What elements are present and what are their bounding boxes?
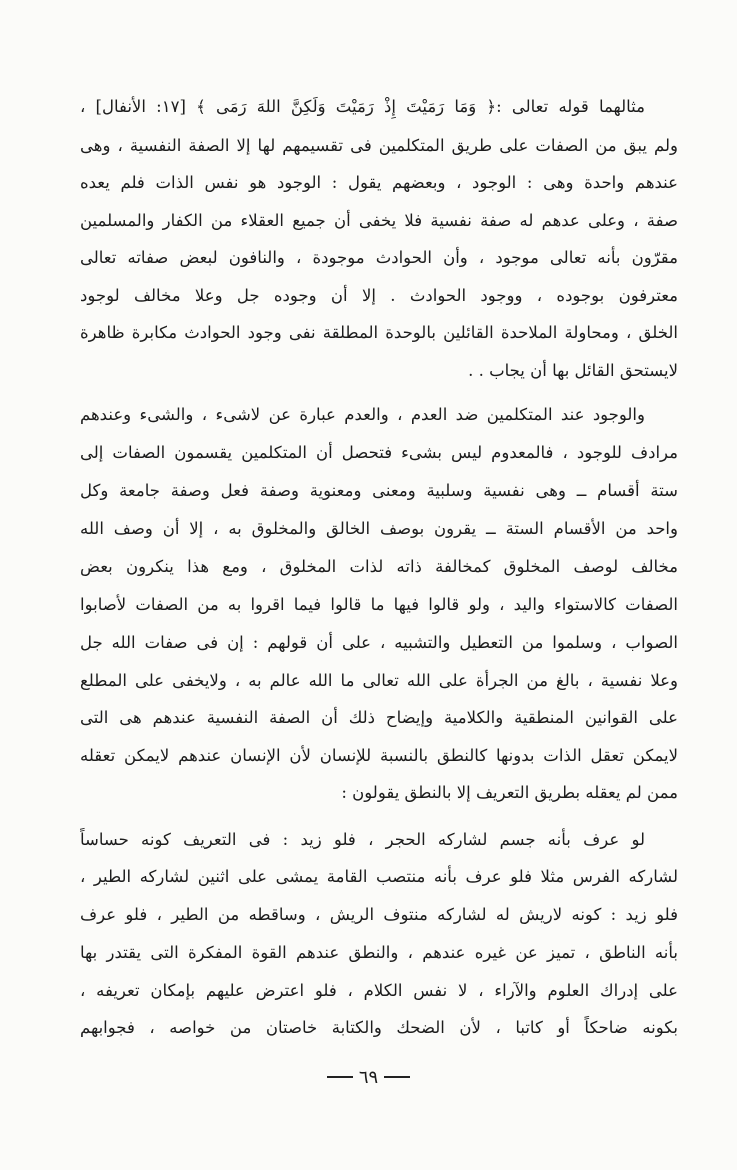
page-number-dash-right xyxy=(384,1076,410,1078)
text-line: عندهم واحدة وهى : الوجود ، وبعضهم يقول : الوجود هو نفس الذات فلم يعده xyxy=(80,173,678,192)
text-line: لشاركه الفرس مثلا فلو عرف بأنه منتصب القامة يمشى على اثنين لشاركه الطير ، xyxy=(80,867,678,886)
text-line: مثالهما قوله تعالى :﴿ وَمَا رَمَيْتَ إِذْ رَمَيْتَ وَلَكِنَّ اللهَ رَمَى ﴾ [١٧: الأنفال] ، xyxy=(80,97,645,116)
text-line: مخالف لوصف المخلوق كمخالفة ذاته لذات المخلوق ، ومع هذا ينكرون بعض xyxy=(80,557,678,576)
text-line: لايمكن تعقل الذات بدونها كالنطق بالنسبة للإنسان لأن الإنسان عندهم لايمكن تعقله xyxy=(80,746,678,765)
text-line: ممن لم يعقله بطريق التعريف إلا بالنطق يقولون : xyxy=(341,783,678,802)
text-line: على إدراك العلوم والآراء ، لا نفس الكلام ، فلو اعترض عليهم بإمكان تعريفه ، xyxy=(80,981,678,1000)
text-line: الصفات كالاستواء واليد ، ولو قالوا فيها ما قالوا فيما اقروا به من الصفات لأصابوا xyxy=(80,595,678,614)
text-line: الصواب ، وسلموا من التعطيل والتشبيه ، على أن قولهم : إن فى صفات الله جل xyxy=(80,633,678,652)
text-line: لو عرف بأنه جسم لشاركه الحجر ، فلو زيد : فى التعريف كونه حساساً xyxy=(80,830,645,849)
text-line: والوجود عند المتكلمين ضد العدم ، والعدم عبارة عن لاشىء ، والشىء وعندهم xyxy=(80,405,645,424)
text-line: لايستحق القائل بها أن يجاب . . xyxy=(468,361,678,380)
text-line: ستة أقسام ــ وهى نفسية وسلبية ومعنى ومعنوية وصفة فعل وصفة جامعة وكل xyxy=(80,481,678,500)
text-line: مقرّون بأنه تعالى موجود ، وأن الحوادث موجودة ، والنافون لبعض صفاته تعالى xyxy=(80,248,678,267)
text-line: على القوانين المنطقية والكلامية وإيضاح ذلك أن الصفة النفسية عندهم هى التى xyxy=(80,708,678,727)
text-line: صفة ، وعلى عدهم له صفة نفسية فلا يخفى أن جميع العقلاء من الكفار والمسلمين xyxy=(80,211,678,230)
text-line: وعلا نفسية ، بالغ من الجرأة على الله تعالى ما الله عالم به ، ولايخفى على المطلع xyxy=(80,671,678,690)
page-number-value: ٦٩ xyxy=(358,1066,379,1088)
text-line: واحد من الأقسام الستة ــ يقرون بوصف الخالق والمخلوق به ، إلا أن وصف الله xyxy=(80,519,678,538)
text-line: بكونه ضاحكاً أو كاتبا ، لأن الضحك والكتابة خاصتان من خواصه ، فجوابهم xyxy=(80,1018,678,1037)
page-number-dash-left xyxy=(327,1076,353,1078)
page-number xyxy=(0,1062,737,1092)
text-line: مرادف للوجود ، فالمعدوم ليس بشىء فتحصل أن المتكلمين يقسمون الصفات إلى xyxy=(80,443,678,462)
text-line: ولم يبق من الصفات على طريق المتكلمين فى تقسيمهم لها إلا الصفة النفسية ، وهى xyxy=(80,136,678,155)
text-line: الخلق ، ومحاولة الملاحدة القائلين بالوحدة المطلقة نفى وجود الحوادث مكابرة ظاهرة xyxy=(80,323,678,342)
text-line: فلو زيد : كونه لاريش له لشاركه منتوف الريش ، وساقطه من الطير ، فلو عرف xyxy=(80,905,678,924)
text-line: بأنه الناطق ، تميز عن غيره عندهم ، والنطق عندهم القوة المفكرة التى يقتدر بها xyxy=(80,943,678,962)
text-line: معترفون بوجوده ، ووجود الحوادث . إلا أن وجوده جل وعلا مخالف لوجود xyxy=(80,286,678,305)
